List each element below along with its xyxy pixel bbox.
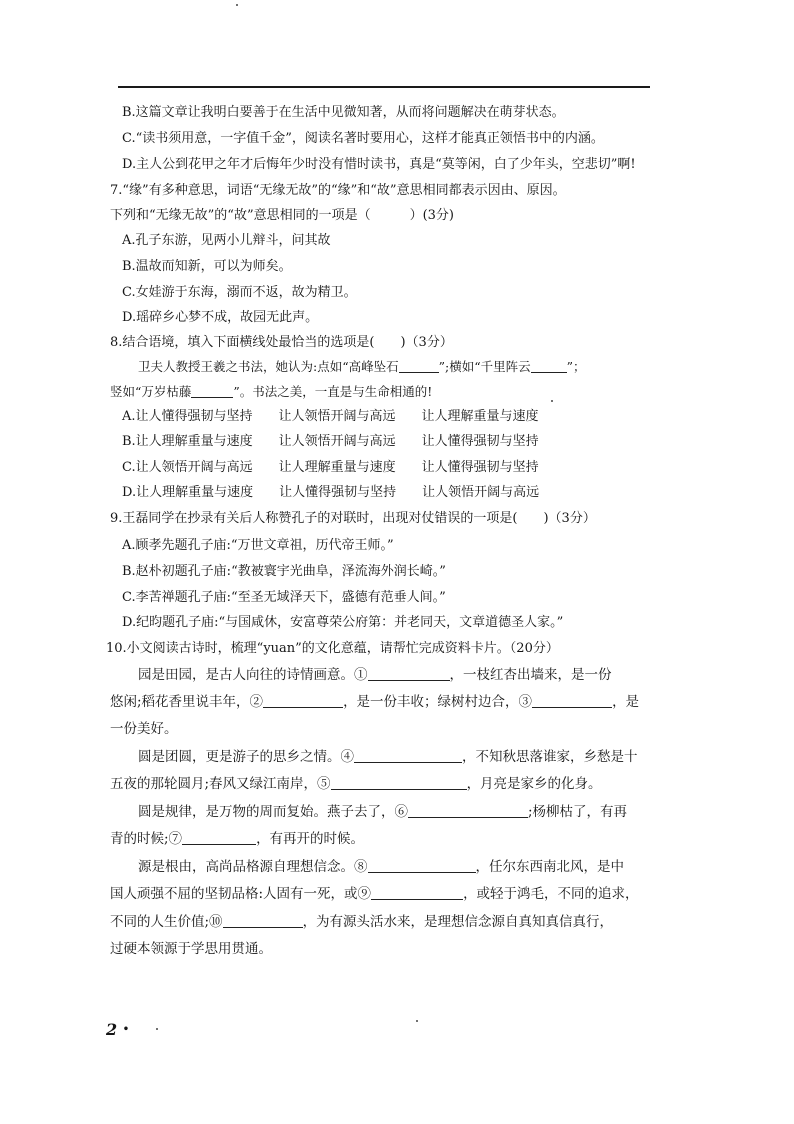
blank-7 [182,832,256,845]
q8-text: 竖如“万岁枯藤 [110,384,192,399]
q8-stem: 8.结合语境，填入下面横线处最恰当的选项是( )（3分） [110,335,453,350]
q8-option-b: B.让人理解重量与速度 让人领悟开阔与高远 让人懂得强韧与坚持 [122,434,539,449]
q8-option-a: A.让人懂得强韧与坚持 让人领悟开阔与高远 让人理解重量与速度 [122,409,539,424]
q7-option-a: A.孔子东游，见两小儿辩斗，问其故 [122,233,331,248]
card-text: 圆是团圆，更是游子的思乡之情。④ [138,749,354,765]
q9-option-d: D.纪昀题孔子庙:“与国咸休，安富尊荣公府第：并老同天，文章道德圣人家。” [122,615,564,630]
q8-option-d: D.让人理解重量与速度 让人懂得强韧与坚持 让人领悟开阔与高远 [122,485,540,500]
blank-1 [368,668,450,681]
blank-10 [223,915,303,928]
card-para-4-line-1 [138,858,624,876]
q8-blank-1 [399,360,439,373]
card-text: ，或轻于鸿毛，不同的追求， [463,886,639,902]
card-para-4-line-4: 过硬本领源于学思用贯通。 [110,941,272,957]
q9-option-a: A.顾孝先题孔子庙:“万世文章祖，历代帝王师。” [122,538,394,553]
card-text: 青的时候;⑦ [110,831,183,847]
blank-8 [368,860,476,873]
card-text: 国人顽强不屈的坚韧品格:人固有一死，或⑨ [110,886,372,902]
q7-stem: 7.“缘”有多种意思，词语“无缘无故”的“缘”和“故”意思相同都表示因由、原因。 [110,183,566,198]
card-text: ，为有源头活水来，是理想信念源自真知真信真行， [302,914,614,930]
card-text: ，一枝红杏出墙来，是一份 [449,667,612,683]
q8-passage-2 [110,383,432,401]
q9-option-b: B.赵朴初题孔子庙:“教被寰宇光曲阜，泽流海外润长崎。” [122,564,446,579]
card-para-4-line-3 [110,913,613,931]
card-text: ，不知秋思落谁家，乡愁是十 [462,749,638,765]
card-text: 园是田园，是古人向往的诗情画意。① [138,667,368,683]
q8-text: 卫夫人教授王羲之书法，她认为:点如“高峰坠石 [138,359,399,374]
blank-3 [532,695,612,708]
q8-blank-2 [531,360,567,373]
blank-2 [263,695,343,708]
header-rule [118,86,650,88]
q6-option-b: B.这篇文章让我明白要善于在生活中见微知著，从而将问题解决在萌芽状态。 [122,105,565,120]
card-para-1-line-3: 一份美好。 [110,721,178,737]
q7-option-d: D.瑶碎乡心梦不成，故园无此声。 [122,310,319,325]
card-text: ，月亮是家乡的化身。 [466,776,602,792]
q7-stem-2: 下列和“无缘无故”的“故”意思相同的一项是（ ）(3分) [110,208,454,223]
q8-passage-1 [138,358,586,376]
blank-9 [371,887,463,900]
card-para-4-line-2 [110,885,639,903]
card-text: ;杨柳枯了，有再 [528,804,628,820]
card-text: 五夜的那轮圆月;春风又绿江南岸，⑤ [110,776,331,792]
blank-6 [408,805,528,818]
q6-option-c: C.“读书须用意，一字值千金”，阅读名著时要用心，这样才能真正领悟书中的内涵。 [122,131,604,146]
q10-stem: 10.小文阅读古诗时，梳理“yuan”的文化意蕴，请帮忙完成资料卡片。（20分） [106,641,559,656]
q7-option-b: B.温故而知新，可以为师矣。 [122,259,292,274]
card-text: ，是一份丰收；绿树村边合，③ [343,694,533,710]
scan-speck [156,1028,158,1030]
card-text: 源是根由，高尚品格源自理想信念。⑧ [138,859,368,875]
scan-speck [236,4,238,6]
scan-speck [416,1020,418,1022]
card-text: ，有再开的时候。 [256,831,365,847]
card-text: 悠闲;稻花香里说丰年，② [110,694,264,710]
q9-stem: 9.王磊同学在抄录有关后人称赞孔子的对联时，出现对仗错误的一项是( )（3分） [110,511,596,526]
card-text: ，是 [612,694,640,710]
q8-option-c: C.让人领悟开阔与高远 让人理解重量与速度 让人懂得强韧与坚持 [122,460,539,475]
card-text: ，任尔东西南北风，是中 [475,859,624,875]
card-para-3-line-2 [110,830,364,848]
q8-text: ”。书法之美，一直是与生命相通的! [233,384,433,399]
q7-option-c: C.女娃游于东海，溺而不返，故为精卫。 [122,285,357,300]
card-para-1-line-1 [138,666,612,684]
card-para-2-line-2 [110,775,602,793]
blank-4 [354,750,462,763]
card-text: 不同的人生价值;⑩ [110,914,223,930]
scan-speck [551,400,553,402]
card-para-1-line-2 [110,693,639,711]
q6-option-d: D.主人公到花甲之年才后悔年少时没有惜时读书，真是“莫等闲，白了少年头，空悲切”啊! [122,157,636,172]
q8-blank-3 [191,385,233,398]
page-number: 2 • [106,1020,130,1039]
q8-text: ”;横如“千里阵云 [438,359,531,374]
card-para-3-line-1 [138,803,627,821]
page-number-text: 2 [106,1020,118,1039]
card-text: 圆是规律，是万物的周而复始。燕子去了，⑥ [138,804,408,820]
blank-5 [331,777,467,790]
q9-option-c: C.李苦禅题孔子庙:“至圣无域泽天下，盛德有范垂人间。” [122,590,446,605]
q8-text: ”； [566,359,586,374]
card-para-2-line-1 [138,748,638,766]
